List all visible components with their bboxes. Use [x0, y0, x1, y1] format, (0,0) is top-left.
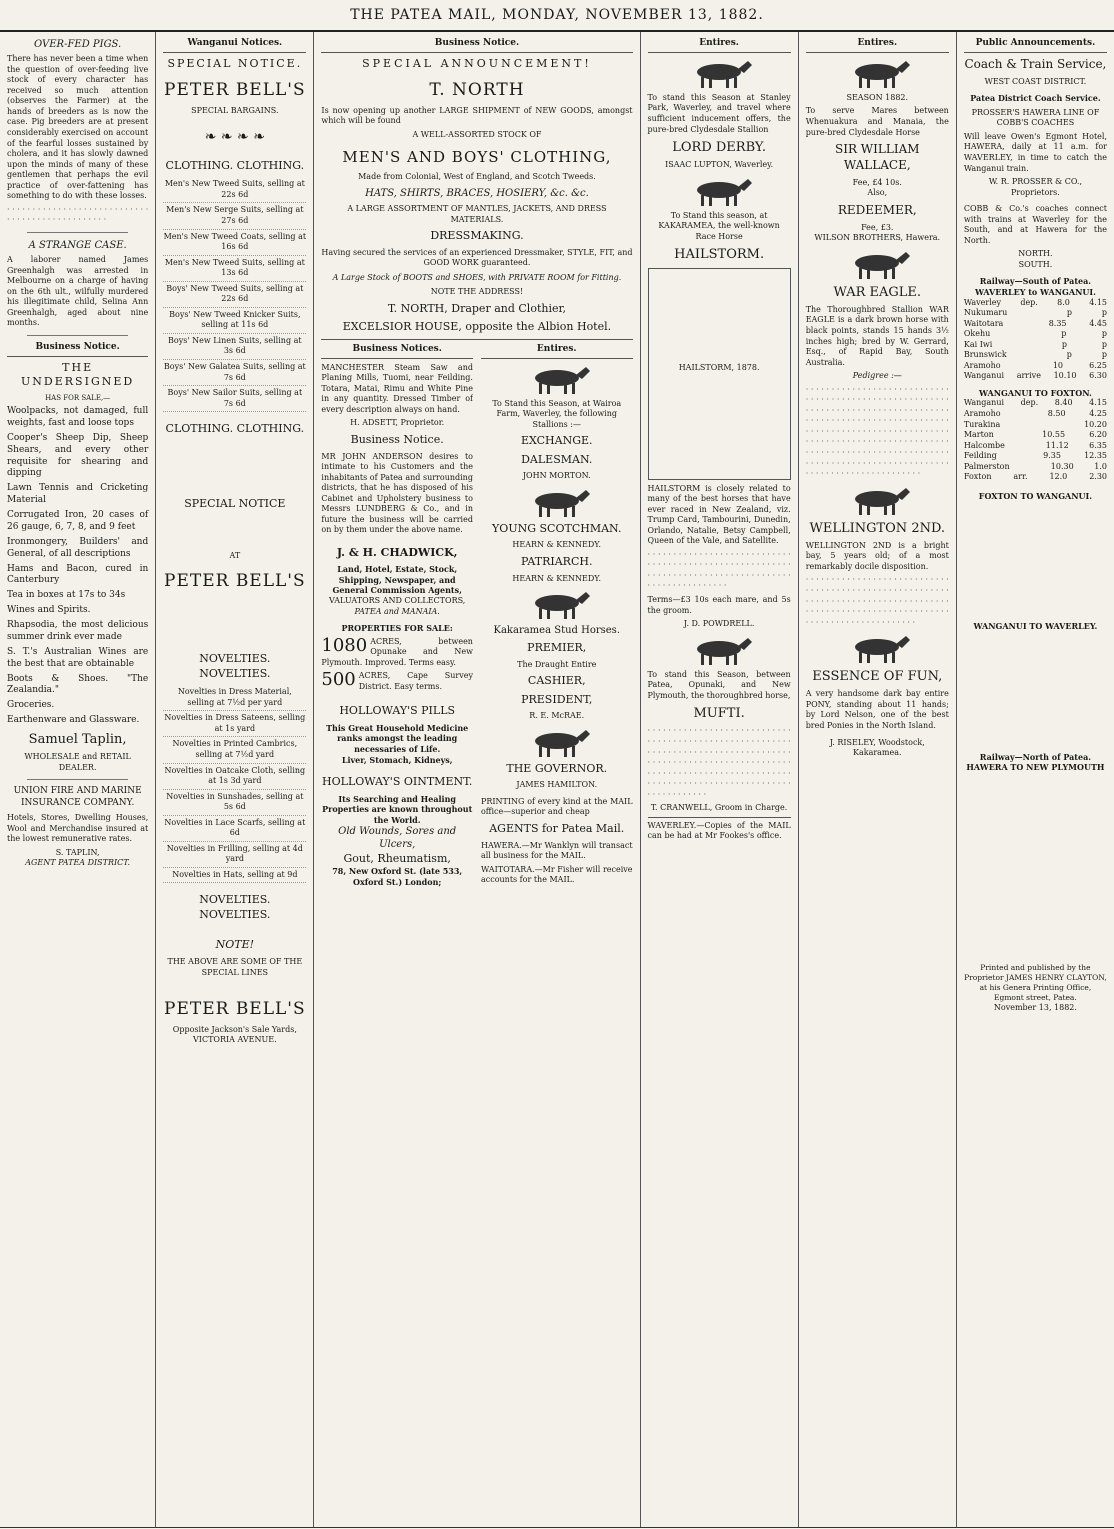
list-item: S. T.'s Australian Wines are the best that are obtainable: [7, 646, 149, 669]
table-row: [964, 319, 1107, 330]
station-name: Wanganui: [963, 371, 1005, 381]
peter-bell-title-2: PETER BELL'S: [164, 570, 306, 591]
insurance-text: Hotels, Stores, Dwelling Houses, Wool and Merchandise insured at the lowest remunerative rates.: [7, 813, 149, 844]
war-eagle-name: WAR EAGLE.: [833, 284, 922, 300]
list-item: Boys' New Tweed Suits, selling at 22s 6d: [163, 282, 306, 308]
station-note: arrive: [1016, 371, 1041, 381]
premier-name: PREMIER,: [527, 641, 587, 655]
timetable-title: HAWERA TO NEW PLYMOUTH: [966, 762, 1105, 773]
rail-south-heading: Railway—South of Patea.: [979, 276, 1092, 287]
station-name: Waverley: [963, 297, 1002, 307]
section-header: Business Notice.: [7, 342, 148, 357]
hawera-agent: HAWERA.—Mr Wanklyn will transact all business for the MAIL.: [480, 840, 633, 861]
station-name: Aramoho: [963, 409, 1001, 419]
manchester-notice: MANCHESTER Steam Saw and Planing Mills, Tuomi, near Feilding. Totara, Matai, Rimu and White Pine in any quantity. Dressed Timber of every description always on hand.: [321, 362, 473, 414]
property-2: [321, 671, 473, 692]
list-item: Boys' New Sailor Suits, selling at 7s 6d: [163, 386, 306, 412]
pm-time: 2.30: [1089, 472, 1107, 482]
holloway-pills: HOLLOWAY'S PILLS: [339, 704, 456, 718]
article-title-pigs: OVER-FED PIGS.: [34, 39, 122, 50]
list-item: Woolpacks, not damaged, full weights, fast and loose tops: [7, 406, 149, 428]
divider: [27, 335, 128, 336]
article-text-filler: · · · · · · · · · · · · · · · · · · · · · · · · · · · · · · · · · · · · · · · · · · · · · · · · · · · · · · · · · · · · · · · · · · · · · · · · · · · · · · · · · · · · · · · · · · · · · · · · · · · · · · · · · · · · · · · · · · · · · · · · · · · · · · · · · · · · · · · · · · · · · · · · · · · · · · · · · · · · · · · · · · · · · · · · · · · · · · · · · · · · · · · · · · · · · · · · · · · · · · · · · · · · · · · · · · · · · · · · · · · · · · · · · · · · · · · · · · · · · · · · · · · · · · ·: [805, 384, 949, 479]
wellington-text: WELLINGTON 2ND is a bright bay, 5 years old; of a most remarkably docile disposition.: [805, 540, 949, 571]
list-item: Novelties in Lace Scarfs, selling at 6d: [163, 816, 306, 842]
chadwick-name: J. & H. CHADWICK,: [336, 545, 458, 559]
pm-time: 12.35: [1084, 451, 1107, 461]
article-text-filler: · · · · · · · · · · · · · · · · · · · · · · · · · · · · · · · · · · · · · · · · · · · · · · · · · · · · · · · · · · · · · · · · · · · · · · · · · · · · · · · · · · · · · · · · · · · · · · · · · · · ·: [647, 549, 791, 591]
cashier-name: CASHIER,: [527, 674, 586, 688]
note-text: THE ABOVE ARE SOME OF THE SPECIAL LINES: [167, 957, 303, 977]
list-item: Groceries.: [7, 700, 55, 711]
wallace-name: SIR WILLIAM WALLACE,: [835, 142, 920, 172]
timetable-title: WAVERLEY to WANGANUI.: [974, 287, 1096, 297]
list-item: Corrugated Iron, 20 cases of 26 gauge, 6, 7, 8, and 9 feet: [7, 510, 149, 532]
chadwick-sub: Land, Hotel, Estate, Stock, Shipping, Newspaper, and General Commission Agents,: [332, 564, 462, 596]
serve-intro: To serve Mares between Whenuakura and Manaia, the pure-bred Clydesdale Horse: [805, 106, 949, 137]
section-header: Wanganui Notices.: [163, 38, 306, 53]
article-text-filler: · · · · · · · · · · · · · · · · · · · · · · · · · · · · · · · · · · · · · · · · · · · · · · · · · · · · · · · · · · · · · · · · · · · · · · · · · · · · · · · · · · · · · · · · · · · · · · · · · · · · · · · · · · · · · · · · · · · · · · · · · · · · · · · · · · · · · · · · · · · · · · · · · · · · · · · · · · · · · · · · · · · · · · · · · · · · · · · · · · · ·: [647, 726, 791, 799]
list-item: Novelties in Hats, selling at 9d: [163, 868, 306, 884]
peter-bell-title-3: PETER BELL'S: [164, 999, 306, 1020]
horse-icon: [512, 726, 602, 758]
pm-time: 10.20: [1084, 419, 1107, 429]
am-time: p: [1066, 308, 1073, 318]
property-text: ACRES, between Opunake and New Plymouth. Improved. Terms easy.: [321, 636, 473, 667]
pedigree-table: [648, 268, 791, 480]
table-row: [964, 420, 1107, 431]
pedigree-label: HAILSTORM, 1878.: [678, 362, 760, 372]
business-notice: Business Notice.: [350, 432, 444, 446]
table-row: [964, 472, 1107, 483]
list-item: Boys' New Tweed Knicker Suits, selling at 11s 6d: [163, 308, 306, 334]
pm-time: 4.15: [1089, 297, 1107, 307]
prosser-company: W. R. PROSSER & CO., Proprietors.: [988, 177, 1082, 197]
station-name: Turakina: [963, 419, 1001, 429]
novelties-heading: NOVELTIES. NOVELTIES.: [199, 652, 271, 680]
horse-icon: [512, 363, 602, 395]
column-1: [0, 32, 156, 1527]
dressmaking-text: Having secured the services of an experienced Dressmaker, STYLE, FIT, and GOOD WORK guaranteed.: [321, 247, 633, 268]
valuators-line: VALUATORS AND COLLECTORS,: [329, 596, 466, 606]
timetable-wanganui-foxton: [964, 398, 1107, 482]
am-time: 10.55: [1042, 430, 1066, 440]
pm-time: 4.15: [1089, 398, 1107, 408]
station-name: Aramoho: [963, 360, 1001, 370]
pm-time: p: [1101, 350, 1107, 360]
table-row: [964, 398, 1107, 409]
am-time: 9.35: [1043, 451, 1061, 461]
column-3-subcolumns: [321, 344, 632, 889]
am-time: 8.40: [1054, 398, 1073, 408]
column-5: [799, 32, 957, 1527]
prosser-heading: PROSSER'S HAWERA LINE OF COBB'S COACHES: [971, 107, 1100, 128]
list-item: Novelties in Sunshades, selling at 5s 6d: [163, 790, 306, 816]
horse-icon: [512, 588, 602, 620]
governor-name: THE GOVERNOR.: [506, 761, 608, 775]
undersigned-heading: THE UNDERSIGNED: [21, 360, 135, 389]
draper-line: T. NORTH, Draper and Clothier,: [387, 301, 567, 315]
essence-text: A very handsome dark bay entire PONY, standing about 11 hands; by Lord Nelson, one of the best bred Ponies in the North Island.: [805, 689, 949, 730]
list-item: Ironmongery, Builders' and General, of all descriptions: [7, 536, 149, 559]
hailstorm-terms: Terms—£3 10s each mare, and 5s the groom.: [647, 595, 791, 615]
station-note: dep.: [1020, 297, 1038, 307]
properties-heading: PROPERTIES FOR SALE:: [341, 623, 453, 634]
agent-line: AGENT PATEA DISTRICT.: [25, 858, 131, 868]
list-item: Men's New Tweed Coats, selling at 16s 6d: [163, 230, 306, 256]
column-6: [957, 32, 1114, 1527]
masthead: THE PATEA MAIL, MONDAY, NOVEMBER 13, 1882.: [0, 0, 1114, 32]
patea-coach-heading: Patea District Coach Service.: [970, 93, 1101, 104]
novelties-list: [163, 685, 306, 883]
clothing-heading-2: CLOTHING. CLOTHING.: [165, 422, 305, 436]
am-time: 10.10: [1053, 371, 1077, 381]
patea-line: PATEA and MANAIA.: [354, 606, 440, 616]
list-item: Wines and Spirits.: [7, 605, 91, 616]
pm-time: 4.25: [1089, 409, 1107, 419]
trade-line: WHOLESALE and RETAIL DEALER.: [24, 752, 131, 772]
hearn-name: HEARN & KENNEDY.: [512, 540, 602, 550]
pedigree-label: Pedigree :—: [852, 371, 902, 381]
station-name: Okehu: [963, 329, 991, 339]
article-text-strange: A laborer named James Greenhalgh was arrested in Melbourne on a charge of having on the 6th ult., wilfully murdered his illegitimate child, Selina Ann Greenhalgh, aged about nine months.: [7, 255, 149, 328]
am-time: p: [1061, 329, 1067, 339]
boots-line: A Large Stock of BOOTS and SHOES, with PRIVATE ROOM for Fitting.: [332, 272, 622, 282]
also-label: Also,: [867, 188, 888, 198]
insurance-heading: UNION FIRE AND MARINE INSURANCE COMPANY.: [13, 786, 142, 809]
wounds-line: Old Wounds, Sores and Ulcers,: [338, 826, 457, 851]
station-note: arr.: [1013, 472, 1028, 482]
list-item: Men's New Tweed Suits, selling at 13s 6d: [163, 256, 306, 282]
section-header: Business Notices.: [321, 344, 473, 359]
exchange-intro: To Stand this Season, at Wairoa Farm, Waverley, the following Stallions :—: [492, 398, 622, 429]
redeemer-name: REDEEMER,: [837, 202, 917, 217]
am-time: p: [1061, 339, 1068, 349]
stock-line: A WELL-ASSORTED STOCK OF: [412, 129, 542, 139]
station-name: Foxton: [963, 472, 992, 482]
table-row: [964, 451, 1107, 462]
pm-time: 4.45: [1089, 318, 1107, 328]
special-announcement: SPECIAL ANNOUNCEMENT!: [362, 56, 592, 70]
north-label: NORTH.: [1018, 249, 1053, 259]
timetable-title: WANGANUI TO WAVERLEY.: [973, 621, 1098, 632]
table-row: [964, 298, 1107, 309]
clothing-heading: CLOTHING. CLOTHING.: [165, 158, 305, 172]
mufti-name: MUFTI.: [693, 706, 745, 722]
table-row: [964, 371, 1107, 382]
riseley-name: J. RISELEY, Woodstock, Kakaramea.: [829, 737, 925, 758]
waitotara-agent: WAITOTARA.—Mr Fisher will receive accounts for the MAIL.: [480, 864, 633, 885]
list-item: Rhapsodia, the most delicious summer drink ever made: [7, 620, 149, 642]
north-intro: Is now opening up another LARGE SHIPMENT of NEW GOODS, amongst which will be found: [321, 105, 633, 126]
coach-train-heading: Coach & Train Service,: [964, 56, 1107, 71]
horse-icon: [674, 57, 764, 89]
list-item: Boots & Shoes. "The Zealandia.": [7, 673, 149, 696]
dalesman-name: DALESMAN.: [521, 452, 593, 466]
station-name: Palmerston: [963, 461, 1010, 471]
dressmaking-heading: DRESSMAKING.: [430, 229, 524, 243]
peter-bell-title: PETER BELL'S: [164, 80, 306, 101]
derby-intro: To stand this Season at Stanley Park, Waverley, and travel where sufficient inducement offers, the pure-bred Clydesdale Stallion: [647, 92, 791, 134]
section-header: Business Notice.: [321, 38, 632, 53]
avenue-line: VICTORIA AVENUE.: [193, 1035, 277, 1045]
novelties-heading-2: NOVELTIES. NOVELTIES.: [199, 893, 271, 921]
am-time: 8.35: [1048, 318, 1067, 328]
exchange-name: EXCHANGE.: [520, 434, 593, 448]
south-label: SOUTH.: [1018, 259, 1053, 269]
article-title-strange: A STRANGE CASE.: [28, 239, 127, 251]
list-item: Earthenware and Glassware.: [7, 715, 140, 726]
liver-line: Liver, Stomach, Kidneys,: [341, 754, 453, 765]
excelsior-line: EXCELSIOR HOUSE, opposite the Albion Hotel.: [321, 320, 632, 340]
taplin-name: S. TAPLIN,: [55, 847, 100, 857]
pm-time: 6.20: [1089, 430, 1107, 440]
am-time: 10: [1052, 360, 1064, 370]
station-note: dep.: [1020, 398, 1039, 408]
column-4: [641, 32, 799, 1527]
hamilton-name: JAMES HAMILTON.: [516, 780, 598, 790]
horse-icon: [832, 248, 922, 280]
morton-name: JOHN MORTON.: [522, 471, 591, 481]
pm-time: 6.35: [1089, 440, 1107, 450]
horse-icon: [832, 632, 922, 664]
made-line: Made from Colonial, West of England, and Scotch Tweeds.: [358, 172, 596, 182]
acres-figure: 1080: [321, 634, 368, 656]
patriarch-name: PATRIARCH.: [521, 554, 593, 568]
derby-name: LORD DERBY.: [672, 140, 766, 156]
station-name: Feilding: [963, 451, 997, 461]
divider: [27, 232, 128, 233]
at-label: AT: [229, 551, 241, 561]
station-name: Marton: [963, 430, 994, 440]
table-row: [964, 462, 1107, 473]
am-time: p: [1066, 350, 1072, 360]
column-3-right: [481, 344, 633, 889]
property-1: [321, 634, 473, 669]
article-text-filler: · · · · · · · · · · · · · · · · · · · · · · · · · · · · · · · · · · · · · · · · · · · · · · · · · · · · · · · · · · · · · · · · · · · · · · · · · · · · · · · · · · · · · · · · · · · · · · · · · · · · · · · · · · · · · · · · · · · · · · · · · · · · · · · · · · · · · ·: [805, 575, 949, 627]
table-row: [964, 361, 1107, 372]
column-2: [156, 32, 314, 1527]
anderson-notice: MR JOHN ANDERSON desires to intimate to his Customers and the inhabitants of Patea and surrounding districts, that he has disposed of his Cabinet and Upholstery business to Messrs LUNDBERG & Co., and in future the business will be carried on by them under the above name.: [321, 451, 473, 535]
pm-time: p: [1101, 329, 1107, 339]
station-name: Nukumaru: [963, 308, 1008, 318]
list-item: Men's New Tweed Suits, selling at 22s 6d: [163, 177, 306, 203]
draught-label: The Draught Entire: [517, 659, 597, 669]
war-eagle-text: The Thoroughbred Stallion WAR EAGLE is a dark brown horse with black points, stands 15 hands 3½ inches high; bred by W. Gerrard, Esq., of Rapid Bay, South Australia.: [805, 304, 949, 367]
list-item: Men's New Serge Suits, selling at 27s 6d: [163, 203, 306, 229]
president-name: PRESIDENT,: [521, 692, 593, 706]
imprint-date: November 13, 1882.: [993, 1002, 1077, 1012]
timetable-waverley-wanganui: [964, 298, 1107, 382]
timetable-title: WANGANUI TO FOXTON.: [979, 387, 1092, 398]
list-item: Boys' New Linen Suits, selling at 3s 6d: [163, 334, 306, 360]
station-name: Wanganui: [963, 398, 1005, 408]
divider: [27, 779, 128, 780]
mcrae-name: R. E. McRAE.: [529, 711, 585, 721]
for-sale-label: HAS FOR SALE,—: [45, 393, 111, 402]
west-coast-line: WEST COAST DISTRICT.: [984, 76, 1087, 86]
am-time: 8.0: [1057, 297, 1070, 307]
list-item: Novelties in Printed Cambrics, selling at 7½d yard: [163, 737, 306, 763]
table-row: [964, 350, 1107, 361]
list-item: Tea in boxes at 17s to 34s: [7, 590, 126, 601]
station-name: Brunswick: [963, 350, 1007, 360]
printing-notice: PRINTING of every kind at the MAIL office—superior and cheap: [480, 796, 633, 817]
list-item: Boys' New Galatea Suits, selling at 7s 6d: [163, 360, 306, 386]
fee-2: Fee, £3.: [861, 222, 894, 232]
acres-figure: 500: [321, 669, 356, 691]
adsett-name: H. ADSETT, Proprietor.: [350, 418, 445, 428]
ornament-icon: ❧ ❧ ❧ ❧: [204, 129, 265, 146]
bargains-line: SPECIAL BARGAINS.: [191, 105, 279, 115]
section-header: Entires.: [806, 38, 949, 53]
note-heading: NOTE!: [215, 938, 255, 952]
agents-heading: AGENTS for Patea Mail.: [489, 822, 625, 836]
holloway-ointment: HOLLOWAY'S OINTMENT.: [322, 775, 473, 789]
prosser-text: Will leave Owen's Egmont Hotel, HAWERA, daily at 11 a.m. for WAVERLEY, in time to catch the Wanganui train.: [963, 131, 1107, 173]
gout-line: Gout, Rheumatism,: [343, 851, 451, 865]
am-time: 11.12: [1045, 440, 1069, 450]
wellington-name: WELLINGTON 2ND.: [809, 520, 946, 536]
rail-north-heading: Railway—North of Patea.: [979, 751, 1092, 762]
opposite-line: Opposite Jackson's Sale Yards,: [172, 1024, 297, 1034]
pm-time: 6.30: [1089, 371, 1107, 381]
powdrell-name: J. D. POWDRELL.: [683, 619, 755, 629]
address-note: NOTE THE ADDRESS!: [430, 287, 524, 297]
pm-time: 6.25: [1089, 360, 1107, 370]
horse-icon: [512, 486, 602, 518]
property-text: ACRES, Cape Survey District. Easy terms.: [358, 671, 473, 691]
list-item: Lawn Tennis and Cricketing Material: [7, 483, 149, 506]
article-text-filler: · · · · · · · · · · · · · · · · · · · · · · · · · · · · · · · · · · · · · · · · · · · · · · · ·: [7, 204, 149, 225]
season-line: SEASON 1882.: [846, 92, 909, 102]
timetable-title: FOXTON TO WANGANUI.: [978, 490, 1093, 501]
special-notice: SPECIAL NOTICE.: [167, 56, 303, 70]
hailstorm-text: HAILSTORM is closely related to many of the best horses that have ever raced in New Zealand, viz. Trump Card, Tambourini, Dunedin, Orlando, Natalie, Betsy Campbell, Queen of the Vale, and Satellite.: [647, 483, 791, 546]
cobb-notice: COBB & Co.'s coaches connect with trains at Waverley for the South, and at Hawera for the North.: [963, 204, 1107, 245]
section-header: Entires.: [481, 344, 633, 359]
table-row: [964, 340, 1107, 351]
hailstorm-name: HAILSTORM.: [674, 247, 765, 263]
sale-items-list: [7, 406, 148, 727]
mens-clothing: MEN'S AND BOYS' CLOTHING,: [342, 148, 612, 167]
list-item: Hams and Bacon, cured in Canterbury: [7, 563, 149, 586]
fee-1: Fee, £4 10s.: [852, 177, 902, 187]
list-item: Cooper's Sheep Dip, Sheep Shears, and every other requisite for shearing and dipping: [7, 432, 149, 479]
hearn-name-2: HEARN & KENNEDY.: [512, 573, 602, 583]
mufti-intro: To stand this Season, between Patea, Opunaki, and New Plymouth, the thoroughbred horse,: [647, 669, 791, 700]
section-header: Entires.: [648, 38, 791, 53]
waverley-notice: WAVERLEY.—Copies of the MAIL can be had at Mr Fookes's office.: [648, 817, 791, 842]
page-columns: [0, 32, 1114, 1528]
holloway-address: 78, New Oxford St. (late 533, Oxford St.) London;: [332, 866, 463, 887]
list-item: Novelties in Frilling, selling at 4d yard: [163, 842, 306, 868]
stud-heading: Kakaramea Stud Horses.: [493, 625, 620, 637]
am-time: 8.50: [1047, 409, 1066, 419]
station-name: Kai Iwi: [963, 339, 993, 349]
column-3-left: [321, 344, 473, 889]
table-row: [964, 441, 1107, 452]
am-time: 12.0: [1049, 472, 1068, 482]
cranwell-name: T. CRANWELL, Groom in Charge.: [650, 803, 788, 813]
pm-time: 1.0: [1094, 461, 1107, 471]
pm-time: p: [1101, 308, 1107, 318]
horse-icon: [674, 634, 764, 666]
hats-line: HATS, SHIRTS, BRACES, HOSIERY, &c. &c.: [365, 187, 589, 199]
list-item: Novelties in Oatcake Cloth, selling at 1s 3d yard: [163, 764, 306, 790]
column-3: [314, 32, 640, 1527]
station-name: Halcombe: [963, 440, 1005, 450]
lupton-name: ISAAC LUPTON, Waverley.: [665, 160, 774, 170]
list-item: Novelties in Dress Sateens, selling at 1s yard: [163, 711, 306, 737]
table-row: [964, 430, 1107, 441]
scotchman-name: YOUNG SCOTCHMAN.: [492, 521, 622, 535]
horse-icon: [832, 484, 922, 516]
imprint: Printed and published by the Proprietor JAMES HENRY CLAYTON, at his Genera Printing Office, Egmont street, Patea.: [964, 963, 1107, 1002]
special-notice-2: SPECIAL NOTICE: [184, 496, 286, 510]
section-header: Public Announcements.: [964, 38, 1107, 53]
signature: Samuel Taplin,: [28, 732, 127, 748]
north-name: T. NORTH: [429, 80, 525, 101]
list-item: Novelties in Dress Material, selling at 7½d per yard: [163, 685, 306, 711]
clothing-list: [163, 177, 306, 412]
article-text-pigs: There has never been a time when the question of over-feeding live stock of every character has received so much attention (observes the Farmer) at the hands of breeders as is now the case. Pig breeders are at present considerably exercised on account of the fearful losses sustained by cholera, and it has slowly dawned upon the minds of many of these gentlemen that perhaps the evil practice of over-fattening has something to do with these losses.: [7, 54, 149, 201]
essence-name: ESSENCE OF FUN,: [812, 669, 943, 685]
station-name: Waitotara: [963, 318, 1004, 328]
table-row: [964, 329, 1107, 340]
kakaramea-intro: To Stand this season, at KAKARAMEA, the well-known Race Horse: [658, 210, 780, 241]
holloway-sub: This Great Household Medicine ranks amongst the leading necessaries of Life.: [326, 722, 469, 755]
brothers-name: WILSON BROTHERS, Hawera.: [814, 233, 941, 243]
pm-time: p: [1101, 339, 1107, 349]
am-time: 10.30: [1050, 461, 1074, 471]
horse-icon: [832, 57, 922, 89]
table-row: [964, 308, 1107, 319]
table-row: [964, 409, 1107, 420]
horse-icon: [674, 175, 764, 207]
mantles-line: A LARGE ASSORTMENT OF MANTLES, JACKETS, AND DRESS MATERIALS.: [347, 204, 607, 224]
ointment-sub: Its Searching and Healing Properties are known throughout the World.: [322, 793, 473, 825]
